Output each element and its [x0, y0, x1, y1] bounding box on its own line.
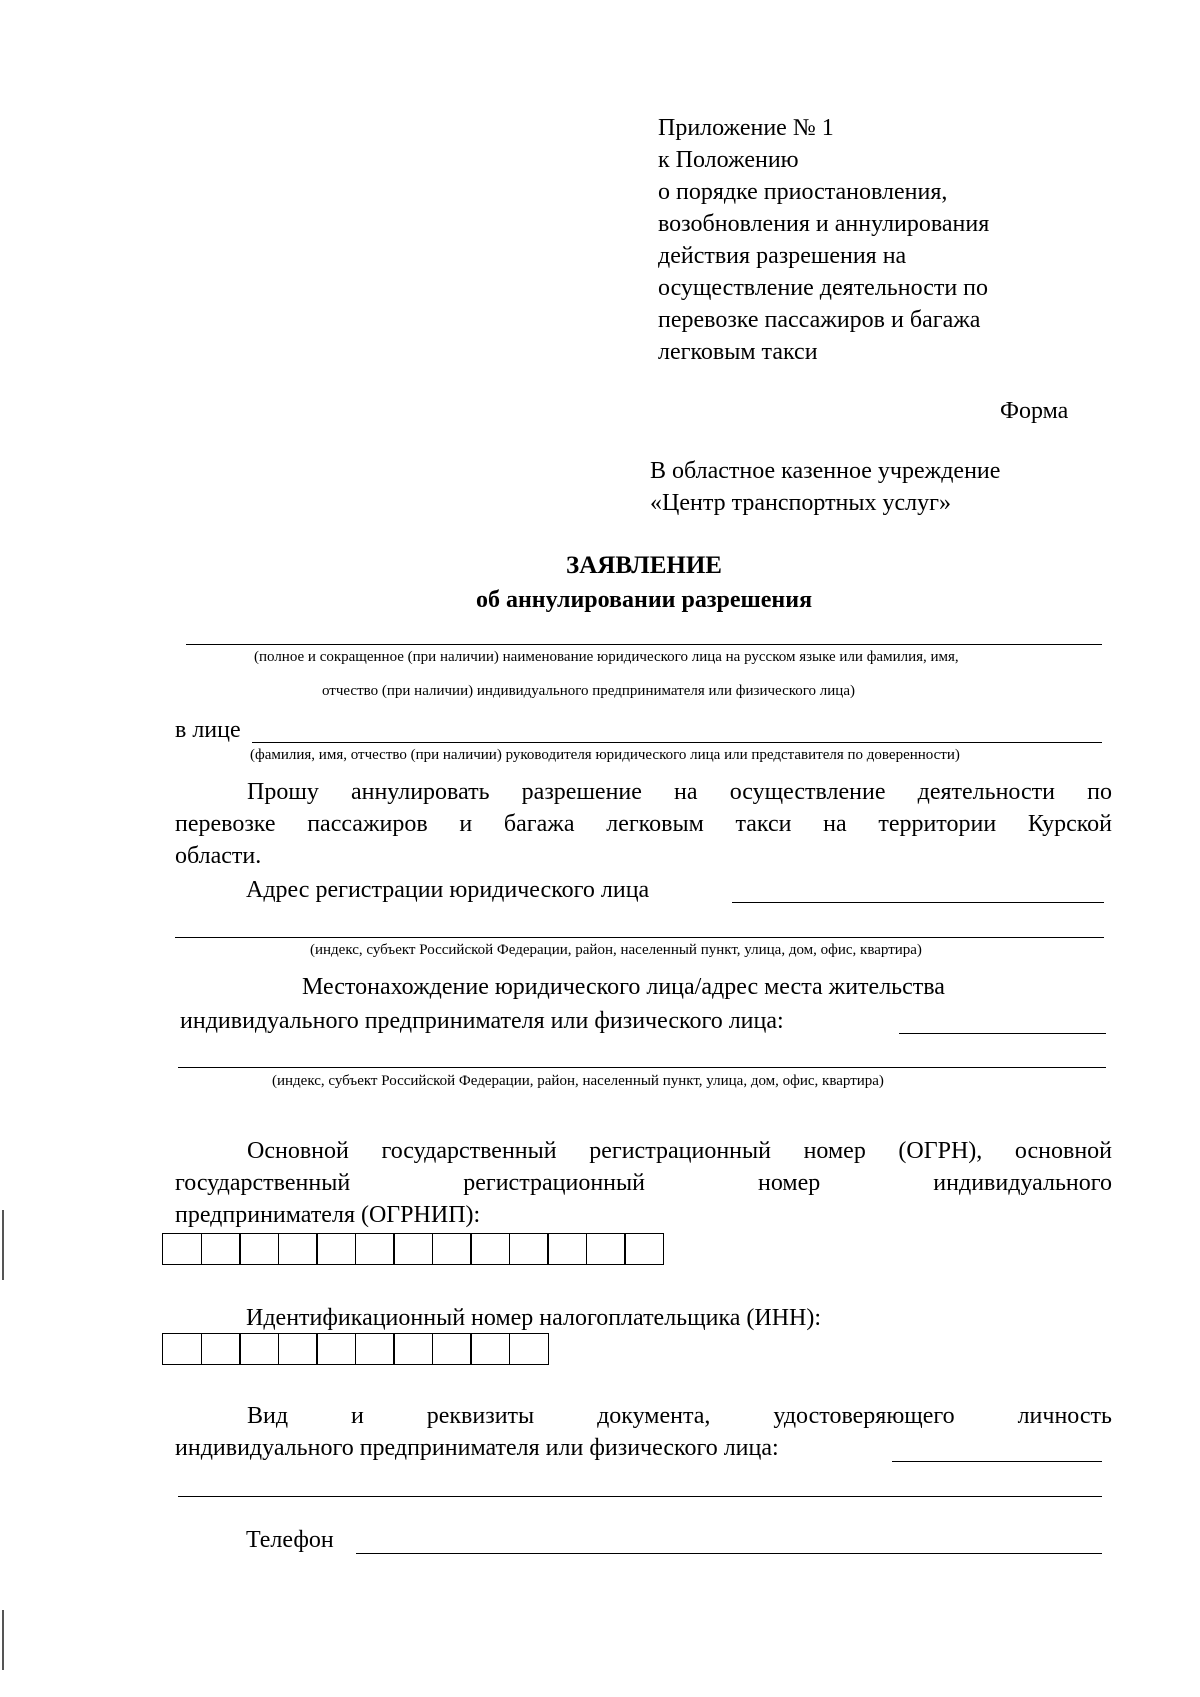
applicant-note-2: отчество (при наличии) индивидуального предпринимателя или физического лица) — [322, 683, 855, 699]
annex-line: Приложение № 1 — [658, 115, 834, 141]
inn-digit-cell[interactable] — [432, 1333, 472, 1365]
inn-digit-cell[interactable] — [393, 1333, 433, 1365]
ogrn-digit-cell[interactable] — [470, 1233, 510, 1265]
addressee-line: «Центр транспортных услуг» — [650, 490, 951, 516]
inn-digit-cell[interactable] — [355, 1333, 395, 1365]
ogrn-digit-cell[interactable] — [509, 1233, 549, 1265]
ogrn-line: Основной государственный регистрационный номер (ОГРН), основной — [247, 1138, 1112, 1164]
ogrn-digit-cell[interactable] — [239, 1233, 279, 1265]
identity-document-field-2[interactable] — [178, 1496, 1102, 1497]
applicant-name-field[interactable] — [186, 644, 1102, 645]
location-note: (индекс, субъект Российской Федерации, район, населенный пункт, улица, дом, офис, квартира) — [272, 1073, 884, 1089]
ogrn-digit-cell[interactable] — [278, 1233, 318, 1265]
ogrn-line: предпринимателя (ОГРНИП): — [175, 1202, 481, 1228]
request-line: Прошу аннулировать разрешение на осуществление деятельности по — [247, 779, 1112, 805]
scan-edge-mark — [2, 1210, 4, 1280]
ogrn-digit-cell[interactable] — [162, 1233, 202, 1265]
ogrn-paragraph — [175, 1135, 1112, 1231]
form-label: Форма — [1000, 398, 1069, 424]
annex-line: возобновления и аннулирования — [658, 211, 990, 237]
annex-block — [658, 112, 989, 368]
registration-address-note: (индекс, субъект Российской Федерации, район, населенный пункт, улица, дом, офис, квартира) — [310, 942, 922, 958]
inn-digit-cell[interactable] — [470, 1333, 510, 1365]
request-paragraph — [175, 776, 1112, 872]
annex-line: о порядке приостановления, — [658, 179, 948, 205]
request-line: перевозке пассажиров и багажа легковым такси на территории Курской — [175, 811, 1112, 837]
inn-label: Идентификационный номер налогоплательщика (ИНН): — [246, 1305, 822, 1331]
annex-line: к Положению — [658, 147, 799, 173]
registration-address-field[interactable] — [732, 902, 1104, 903]
applicant-note-1: (полное и сокращенное (при наличии) наименование юридического лица на русском языке или фамилия, имя, — [254, 649, 959, 665]
identity-document-field[interactable] — [892, 1461, 1102, 1462]
identity-line: индивидуального предпринимателя или физического лица: — [175, 1435, 779, 1461]
inn-digit-cell[interactable] — [239, 1333, 279, 1365]
inn-boxes — [162, 1333, 549, 1365]
request-line: области. — [175, 843, 262, 869]
ogrn-digit-cell[interactable] — [393, 1233, 433, 1265]
inn-digit-cell[interactable] — [162, 1333, 202, 1365]
representative-field[interactable] — [252, 742, 1102, 743]
ogrn-line: государственный регистрационный номер индивидуального — [175, 1170, 1112, 1196]
representative-label: в лице — [175, 717, 241, 743]
phone-label: Телефон — [246, 1527, 334, 1553]
scan-edge-mark — [2, 1610, 4, 1670]
registration-address-label: Адрес регистрации юридического лица — [246, 877, 650, 903]
document-title — [0, 550, 1200, 616]
ogrn-digit-cell[interactable] — [201, 1233, 241, 1265]
ogrn-digit-cell[interactable] — [355, 1233, 395, 1265]
ogrn-digit-cell[interactable] — [316, 1233, 356, 1265]
registration-address-field-2[interactable] — [175, 937, 1104, 938]
location-line-2: индивидуального предпринимателя или физического лица: — [180, 1008, 784, 1034]
title-main: ЗАЯВЛЕНИЕ — [566, 552, 722, 579]
annex-line: действия разрешения на — [658, 243, 907, 269]
identity-line: Вид и реквизиты документа, удостоверяющего личность — [247, 1403, 1112, 1429]
annex-line: легковым такси — [658, 339, 818, 365]
ogrn-boxes — [162, 1233, 664, 1265]
ogrn-digit-cell[interactable] — [586, 1233, 626, 1265]
addressee-block — [650, 455, 1000, 519]
identity-document-paragraph — [175, 1400, 1112, 1464]
ogrn-digit-cell[interactable] — [547, 1233, 587, 1265]
inn-digit-cell[interactable] — [316, 1333, 356, 1365]
title-sub: об аннулировании разрешения — [475, 587, 813, 613]
annex-line: осуществление деятельности по — [658, 275, 989, 301]
location-line-1: Местонахождение юридического лица/адрес места жительства — [302, 974, 945, 1000]
inn-digit-cell[interactable] — [201, 1333, 241, 1365]
ogrn-digit-cell[interactable] — [432, 1233, 472, 1265]
ogrn-digit-cell[interactable] — [624, 1233, 664, 1265]
representative-note: (фамилия, имя, отчество (при наличии) руководителя юридического лица или представителя по доверенности) — [250, 747, 960, 763]
addressee-line: В областное казенное учреждение — [650, 458, 1001, 484]
inn-digit-cell[interactable] — [278, 1333, 318, 1365]
phone-field[interactable] — [356, 1553, 1102, 1554]
location-field[interactable] — [899, 1033, 1106, 1034]
inn-digit-cell[interactable] — [509, 1333, 549, 1365]
location-field-2[interactable] — [178, 1067, 1106, 1068]
annex-line: перевозке пассажиров и багажа — [658, 307, 981, 333]
